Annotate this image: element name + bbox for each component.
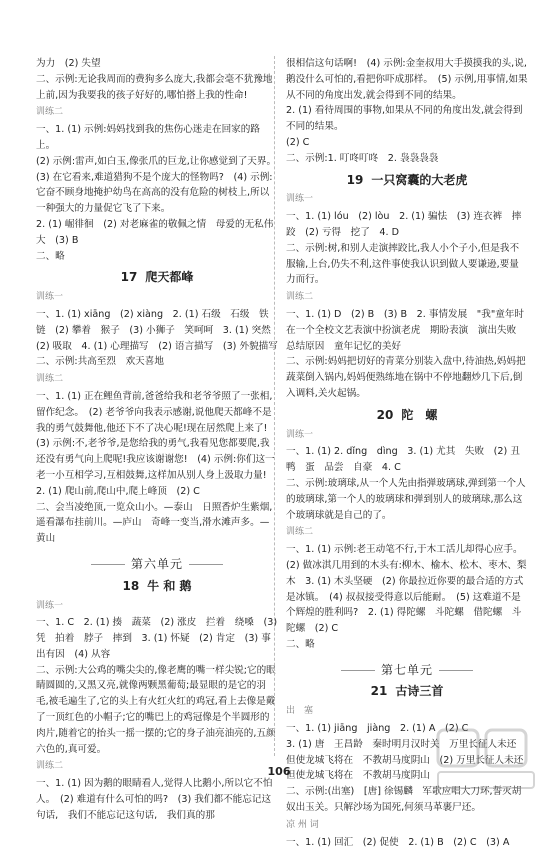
lesson-number: 21 (370, 684, 388, 699)
lesson-title: 爬天都峰 (145, 270, 194, 285)
answer-paragraph: 为力 (2) 失望 (36, 58, 101, 69)
lesson-heading (286, 173, 528, 189)
answer-paragraph: 2. (1) 看待周围的事物,如果从不同的角度出发,就会得到不同的结果。 (286, 105, 523, 133)
answer-paragraph: 二、示例:树,和别人走演摔跤比,我人小个子小,但是我不服输,上台,仍失不利,这件事使我认识到做人要谦逊,要量力而行。 (286, 242, 520, 286)
answer-paragraph: 二、示例:玻璃球,从一个人先由指弹玻璃球,弹到第一个人的玻璃球,第一个人的玻璃球和弹到别人的玻璃球,那么这个玻璃球就是自己的了。 (286, 477, 526, 521)
answer-paragraph: 二、略 (36, 250, 65, 262)
unit-heading: 第六单元 (36, 557, 278, 573)
page-number: 106 (267, 765, 291, 778)
section-label: 出 塞 (286, 706, 314, 717)
answer-paragraph: 二、示例:无论我周而的费狗多么庞大,我都会毫不犹豫地上前,因为我要我的孩子好好的,哪怕搭上我的性命! (36, 73, 273, 101)
section-label: 训练二 (286, 292, 314, 303)
answer-paragraph: 一、1. (1) lóu (2) lòu 2. (1) 骗怯 (3) 连衣裤 摔跤 (2) 亏得 挖了 4. D (286, 211, 522, 238)
answer-paragraph: (2) 示例:雷声,如白玉,像张爪的巨龙,让你感觉到了天界。 (3) 在它看来,难道猎狗不是个庞大的怪物吗? (4) 示例:它奋不顾身地掩护幼鸟在高高的没有危险的树枝上,所以一种强大的力量促它飞了下来。 (36, 155, 281, 215)
lesson-heading (286, 684, 528, 700)
unit-heading: 第七单元 (286, 663, 528, 679)
section-label: 训练二 (36, 374, 64, 385)
lesson-number: 17 (120, 270, 138, 285)
section-label: 训练二 (36, 107, 64, 118)
lesson-heading (36, 270, 278, 286)
answer-paragraph: (2) C (286, 136, 310, 148)
answer-paragraph: (3) 示例:不,老爷爷,是您给我的勇气,我看见您都要爬,我还没有勇气向上爬呢!我应该谢谢您! (4) 示例:你们这一老一小互相学习,互相鼓舞,这样加从别人身上汲取力量! 2. (1) 爬山前,爬山中,爬上峰顶 (2) C (36, 438, 277, 497)
answer-paragraph: 二、略 (286, 638, 315, 650)
answer-paragraph: 一、1. (1) xiāng (2) xiàng 2. (1) 石级 石级 铁链 (2) 攀着 猴子 (3) 小狮子 笑呵呵 3. (1) 突然 (2) 吸取 4. (1) 心理描写 (2) 语言描写 (3) 外貌描写 (36, 308, 281, 352)
answer-paragraph: 3. (1) 唐 王昌龄 秦时明月汉时关 万里长征人未还 但使龙城飞将在 不教胡马度阴山 (2) 万里长征人未还 但使龙城飞将在 不教胡马度阴山 (286, 738, 533, 782)
lesson-number: 20 (376, 407, 394, 422)
answer-paragraph: 一、1. (1) 回汇 (2) 促使 2. (1) B (2) C (3) A (286, 836, 510, 848)
lesson-title: 一只窝囊的大老虎 (371, 172, 468, 187)
answer-paragraph: 二、示例:(出塞) [唐] 徐锡麟 军歌应唱大刀环,誓灭胡奴出玉关。只解沙场为国死,何须马革裹尸还。 (286, 786, 522, 814)
section-label: 训练一 (286, 429, 314, 440)
answer-paragraph: 二、示例:妈妈把切好的青菜分别装入盘中,待油热,妈妈把蔬菜倒入锅内,妈妈便熟练地在锅中不停地翻炒几下后,倒入调料,关火起锅。 (286, 356, 526, 399)
answer-paragraph: 二、会当凌绝顶,一览众山小。—泰山 日照香炉生紫烟,遥看瀑布挂前川。—庐山 奇峰一变当,滑水滩声多。—黄山 (36, 501, 273, 545)
answer-paragraph: 二、示例:共高至烈 欢天喜地 (36, 356, 164, 368)
answer-paragraph: 一、1. (1) 示例:妈妈找到我的焦伤心迷走在回家的路上。 (36, 124, 260, 151)
watermark-stamp (432, 722, 540, 792)
answer-paragraph: 一、1. (1) 示例:老王动笔不行,于木工活儿却得心应手。 (2) 做冰淇几用到的木头有:柳木、榆木、松木、枣木、梨木 3. (1) 木头坚硬 (2) 你最拉近你要的最合适的方式是冰镇。 (4) 叔叔接受得意以后能耐。 (5) 这难道不是个辉煌的胜利吗? 2. (1) 得陀螺 斗陀螺 借陀螺 斗陀螺 (2) C (286, 544, 528, 635)
lesson-heading (36, 579, 278, 595)
section-label: 凉 州 词 (286, 819, 319, 830)
answer-paragraph: 一、1. (1) 因为鹅的眼睛看人,觉得人比鹅小,所以它不怕人。 (2) 难道有什么可怕的吗? (3) 我们都不能忘记这句话, 我们不能忘记这句话, 我们真的那 (36, 778, 273, 821)
section-label: 训练一 (36, 600, 64, 611)
section-label: 训练二 (36, 761, 64, 772)
answer-paragraph: 一、1. (1) 正在鲤鱼背前,爸爸给我和老爷爷照了一张相,留作纪念。 (2) 老爷爷向我表示感谢,说他爬天都峰不是我的勇气鼓舞他,他还下不了决心呢!现在居然爬上来了! (36, 390, 273, 434)
answer-paragraph: 一、1. (1) D (2) B (3) B 2. 事情发展 "我"童年时在一个全校文艺表演中扮演老虎 期盼表演 演出失败 总结原因 童年记忆的美好 (286, 308, 526, 352)
lesson-number: 18 (122, 578, 140, 593)
answer-paragraph: 一、1. (1) jiāng jiàng 2. (1) A (2) C (286, 723, 469, 735)
answer-paragraph: 二、示例:大公鸡的嘴尖尖的,像老鹰的嘴一样尖锐;它的眼睛圆圆的,又黑又亮,就像两颗黑葡萄;最显眼的是它的羽毛,被毛遍生了,它的头上有火红火红的鸡冠,看上去像是戴了一顶红色的小帽子;它的嘴巴上的鸡冠像是个半圆形的肉片,随着它的抬头一摇一摆的;它的身子油亮油亮的,五颜六色的,真可爱。 (36, 664, 276, 755)
section-label: 训练一 (286, 194, 314, 205)
section-label: 训练二 (286, 527, 314, 538)
lesson-title: 古诗三首 (395, 684, 444, 699)
lesson-number: 19 (346, 172, 364, 187)
column-divider (274, 56, 275, 756)
answer-paragraph: 一、1. (1) 2. dǐng dìng 3. (1) 尤其 失败 (2) 丑鸭 蛋 品尝 自豪 4. C (286, 446, 520, 474)
section-label: 训练一 (36, 292, 64, 303)
answer-paragraph: 很相信这句话啊! (4) 示例:金奎叔用大手摸摸我的头,说,鹅没什么可怕的,看把你吓成那样。 (5) 示例,用事情,如果从不同的角度出发,就会得到不同的结果。 (286, 58, 528, 101)
answer-paragraph: 一、1. C 2. (1) 揍 蔬菜 (2) 涨皮 拦着 绕嗓 (3) 凭 拍着 脖子 摔到 3. (1) 怀疑 (2) 肯定 (3) 事出有因 (4) 从容 (36, 617, 278, 660)
answer-paragraph: 二、示例:1. 叮咚叮咚 2. 袅袅袅袅 (286, 152, 439, 164)
lesson-heading (286, 408, 528, 424)
lesson-title: 陀 螺 (401, 407, 438, 422)
lesson-title: 牛 和 鹅 (147, 578, 192, 593)
answer-paragraph: 2. (1) 崛徘徊 (2) 对老麻雀的敬佩之情 母爱的无私伟大 (3) B (36, 218, 274, 246)
